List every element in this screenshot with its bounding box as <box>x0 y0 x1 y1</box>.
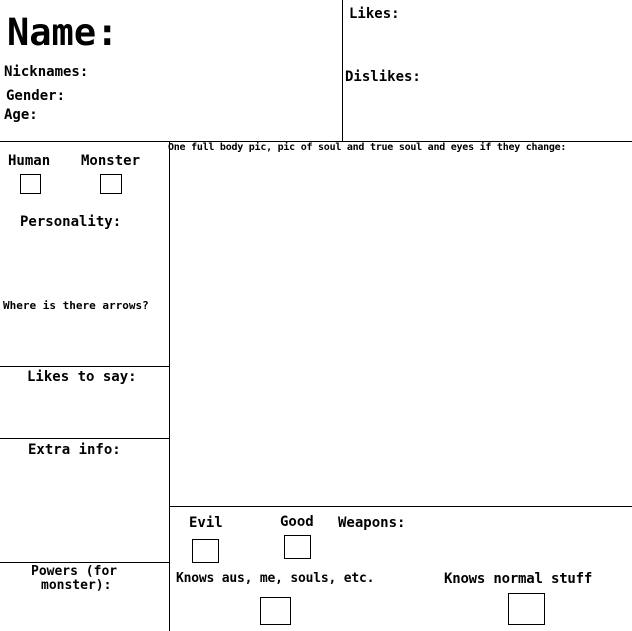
knows-normal-label: Knows normal stuff <box>444 571 593 587</box>
powers-label-line1: Powers (for <box>31 564 118 579</box>
likes-to-say-divider <box>0 438 170 439</box>
powers-label-line2: monster): <box>41 578 112 593</box>
extra-info-label: Extra info: <box>28 442 121 458</box>
sidebar-divider <box>169 141 170 631</box>
nicknames-label: Nicknames: <box>4 64 89 80</box>
weapons-label: Weapons: <box>338 515 406 531</box>
personality-divider <box>0 366 170 367</box>
evil-checkbox[interactable] <box>192 539 219 563</box>
likes-label: Likes: <box>349 6 400 22</box>
gender-label: Gender: <box>6 88 66 104</box>
evil-label: Evil <box>189 515 223 531</box>
monster-label: Monster <box>81 153 141 169</box>
name-label: Name: <box>7 11 119 54</box>
knows-normal-checkbox[interactable] <box>508 593 545 625</box>
arrows-label: Where is there arrows? <box>3 299 149 312</box>
age-label: Age: <box>4 107 38 123</box>
personality-label: Personality: <box>20 214 122 230</box>
human-checkbox[interactable] <box>20 174 41 194</box>
knows-aus-label: Knows aus, me, souls, etc. <box>176 571 375 586</box>
human-label: Human <box>8 153 51 169</box>
picture-instruction: One full body pic, pic of soul and true soul and eyes if they change: <box>168 142 567 153</box>
dislikes-label: Dislikes: <box>345 69 421 85</box>
knows-aus-checkbox[interactable] <box>260 597 291 625</box>
good-checkbox[interactable] <box>284 535 311 559</box>
picture-area-divider <box>169 506 632 507</box>
monster-checkbox[interactable] <box>100 174 122 194</box>
extra-info-divider <box>0 562 170 563</box>
header-column-divider <box>342 0 343 142</box>
likes-to-say-label: Likes to say: <box>27 369 137 385</box>
good-label: Good <box>280 514 314 530</box>
